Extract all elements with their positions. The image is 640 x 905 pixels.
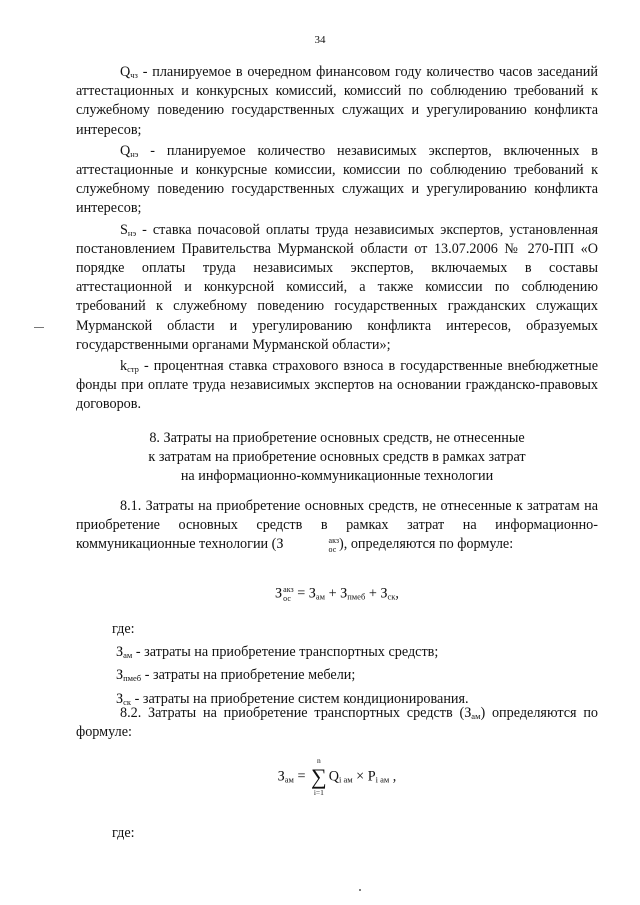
symbol-subscript: пмеб [123, 673, 142, 684]
formula-operator: × [352, 768, 368, 785]
formula-subscript: ск [387, 591, 396, 602]
definition-k-str [76, 357, 598, 415]
symbol-subscript: стр [127, 364, 139, 375]
definition-text: - ставка почасовой оплаты труда независимых экспертов, установленная постановлением Правительства Мурманской области от 13.07.2006 № 270-ПП «О порядке оплаты труда независимых экспертов, включаемых в составы аттестационной и конкурсной комиссий, а также комиссии по соблюдению требований к служебному поведению государственных гражданских служащих Мурманской области и урегулированию конфликта интересов, образуемых государственными органами Мурманской области»; [76, 221, 598, 353]
symbol-subscript: ам [123, 650, 133, 661]
symbol: S [120, 221, 128, 238]
definition-s-nz [76, 221, 598, 355]
sum-sign: ∑ [311, 764, 327, 789]
symbol: Q [120, 64, 131, 80]
heading-line: к затратам на приобретение основных средств в рамках затрат [148, 449, 526, 465]
symbol: З [276, 536, 284, 553]
paragraph-text: 8.1. Затраты на приобретение основных средств, не отнесенные к затратам на приобретение основных средств в рамках затрат на информационно-коммуникационные технологии ( [76, 498, 598, 553]
heading-line: на информационно-коммуникационные технологии [180, 468, 494, 484]
where-list-2 [76, 824, 598, 843]
symbol-superscript: акз [328, 536, 340, 546]
paragraph-8-2-text [76, 704, 598, 742]
where-text: - затраты на приобретение систем кондиционирования. [131, 690, 469, 707]
symbol: З [116, 667, 124, 684]
section-8-heading [76, 429, 598, 486]
where-text: - затраты на приобретение мебели; [141, 667, 356, 684]
where-text: - затраты на приобретение транспортных средств; [132, 644, 439, 661]
formula-symbol: З [308, 585, 316, 602]
where-label: где: [112, 825, 135, 841]
definition-text: - планируемое в очередном финансовом году количество часов заседаний аттестационных и конкурсных комиссий, комиссий по соблюдению требований к служебному поведению государственных служащих и урегулированию конфликта интересов; [76, 64, 598, 138]
sum-lower-limit: i=1 [313, 788, 324, 797]
paragraph-text: 8.2. Затраты на приобретение транспортных средств ( [120, 705, 465, 721]
scan-dot [359, 889, 361, 891]
formula-subscript: i ам [338, 774, 353, 785]
paragraph-text: ), определяются по формуле: [339, 536, 514, 553]
where-item [76, 643, 598, 662]
symbol: k [120, 358, 128, 375]
symbol-subscript: ам [471, 711, 481, 721]
definition-q-nz [76, 142, 598, 219]
definition-q-chz [76, 63, 598, 140]
formula-symbol: З [275, 585, 283, 602]
formula-punctuation: , [395, 585, 399, 602]
symbol: З [116, 644, 124, 661]
symbol: Q [120, 142, 131, 159]
where-item [76, 666, 598, 685]
symbol-subscript: ос [328, 545, 337, 555]
paragraph-8-1 [76, 497, 598, 555]
sum-operator [311, 756, 327, 798]
formula-superscript: акз [283, 585, 294, 594]
page-number: 34 [314, 34, 326, 46]
symbol: З [464, 705, 472, 721]
formula-1 [76, 585, 598, 603]
paragraph-text: ) определяются по формуле: [76, 705, 599, 741]
formula-punctuation: , [389, 768, 397, 785]
paragraph-8-2 [76, 704, 598, 742]
margin-mark [34, 327, 44, 328]
symbol-subscript: нэ [130, 148, 139, 159]
paragraph-8-1-text [76, 497, 598, 555]
sum-upper-limit: n [317, 756, 321, 765]
symbol: З [116, 690, 124, 707]
symbol-indices [285, 536, 340, 554]
formula-symbol: З [380, 585, 388, 602]
definition-text: - процентная ставка страхового взноса в государственные внебюджетные фонды при оплате труда независимых экспертов на основании гражданско-правовых договоров. [76, 358, 598, 413]
formula-subscript: i ам [375, 774, 390, 785]
heading-line: 8. Затраты на приобретение основных средств, не отнесенные [149, 430, 525, 446]
formula-operator: = [293, 768, 310, 785]
formula-operator: + [325, 585, 341, 602]
symbol-subscript: нэ [127, 227, 137, 238]
symbol-subscript: чз [130, 70, 138, 80]
formula-2 [76, 756, 598, 798]
definition-text: - планируемое количество независимых экспертов, включенных в аттестационные и конкурсные комиссии, комиссии по соблюдению требований к служебному поведению государственных служащих и урегулированию конфликта интересов; [76, 142, 598, 217]
where-list-1 [76, 620, 598, 709]
formula-subscript: ос [283, 594, 291, 603]
symbol-subscript: ск [123, 696, 132, 707]
formula-indices [283, 585, 294, 603]
definitions-block [76, 63, 598, 415]
formula-symbol: З [277, 768, 285, 785]
formula-symbol: Q [328, 768, 339, 785]
formula-subscript: ам [315, 591, 326, 602]
formula-symbol: З [340, 585, 348, 602]
formula-subscript: пмеб [347, 591, 366, 602]
where-label: где: [112, 621, 135, 637]
formula-operator: + [365, 585, 381, 602]
formula-symbol: P [367, 768, 376, 785]
formula-operator: = [293, 585, 309, 602]
formula-subscript: ам [284, 774, 294, 785]
